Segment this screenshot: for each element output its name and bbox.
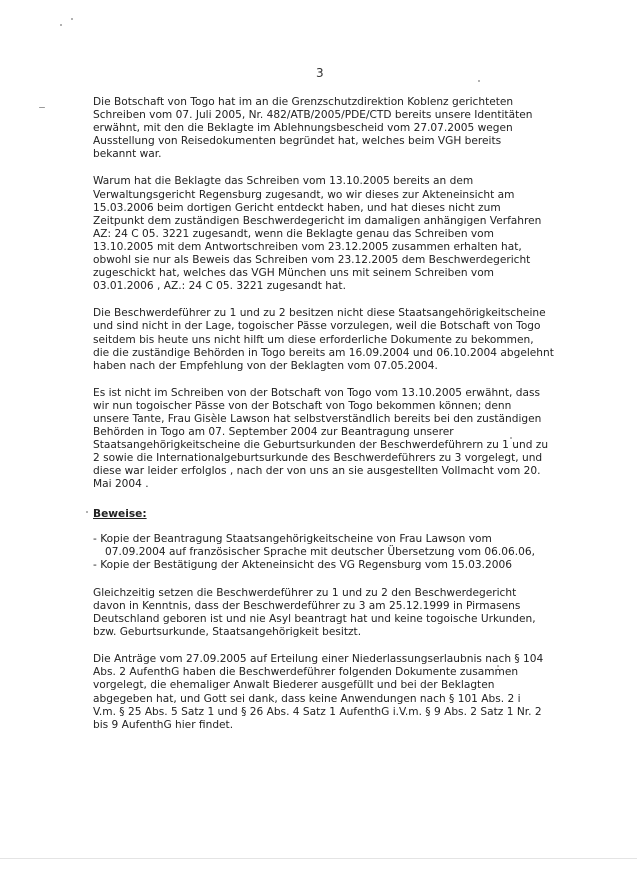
- paragraph-citizenship-certificates: [93, 307, 571, 372]
- text-line: bekannt war.: [93, 148, 162, 161]
- text-line: unsere Tante, Frau Gisèle Lawson hat selbstverständlich bereits bei den zuständigen: [93, 412, 542, 425]
- text-line: Mai 2004 .: [93, 478, 149, 491]
- evidence-item: [93, 533, 571, 559]
- paragraph-settlement-permit: [93, 653, 571, 732]
- text-line: - Kopie der Beantragung Staatsangehörigkeitscheine von Frau Lawson vom: [93, 532, 492, 545]
- scan-speck: [478, 80, 480, 82]
- text-line: 15.03.2006 beim dortigen Gericht entdeckt haben, und hat dieses nicht zum: [93, 201, 501, 214]
- text-line: erwähnt, mit den die Beklagte im Ablehnungsbescheid vom 27.07.2005 wegen: [93, 122, 513, 135]
- text-line: 13.10.2005 mit dem Antwortschreiben vom 23.12.2005 zusammen erhalten hat,: [93, 240, 522, 253]
- text-line: 07.09.2004 auf französischer Sprache mit deutscher Übersetzung vom 06.06.06,: [105, 545, 535, 558]
- letter-body: [93, 96, 571, 746]
- text-line: zugeschickt hat, welches das VGH München uns mit seinem Schreiben vom: [93, 267, 495, 280]
- text-line: Behörden in Togo am 07. September 2004 zur Beantragung unserer: [93, 426, 454, 439]
- text-line: 2 sowie die Internationalgeburtsurkunde des Beschwerdeführers zu 3 vorgelegt, und: [93, 452, 543, 465]
- text-line: und sind nicht in der Lage, togoischer Pässe vorzulegen, weil die Botschaft von Togo: [93, 320, 541, 333]
- text-line: Gleichzeitig setzen die Beschwerdeführer zu 1 und zu 2 den Beschwerdegericht: [93, 586, 517, 599]
- text-line: davon in Kenntnis, dass der Beschwerdeführer zu 3 am 25.12.1999 in Pirmasens: [93, 600, 521, 612]
- scan-speck: [60, 24, 62, 26]
- text-line: Zeitpunkt dem zuständigen Beschwerdegericht im damaligen anhängigen Verfahren: [93, 214, 542, 227]
- paragraph-passports: [93, 387, 571, 492]
- text-line: Es ist nicht im Schreiben von der Botschaft von Togo vom 13.10.2005 erwähnt, dass: [93, 386, 541, 399]
- paragraph-question-regensburg: [93, 175, 571, 293]
- evidence-heading: Beweise:: [93, 507, 147, 520]
- scan-speck: [86, 511, 88, 513]
- text-line: - Kopie der Bestätigung der Akteneinsicht des VG Regensburg vom 15.03.2006: [93, 558, 512, 571]
- text-line: vorgelegt, die ehemaliger Anwalt Biederer ausgefüllt und bei der Beklagten: [93, 679, 495, 692]
- text-line: 03.01.2006 , AZ.: 24 C 05. 3221 zugesandt hat.: [93, 280, 346, 293]
- text-line: bzw. Geburtsurkunde, Staatsangehörigkeit besitzt.: [93, 626, 362, 639]
- scan-speck: [39, 107, 45, 108]
- evidence-item: [93, 559, 571, 572]
- text-line: Abs. 2 AufenthG haben die Beschwerdeführer folgenden Dokumente zusammen: [93, 666, 519, 679]
- text-line: abgegeben hat, und Gott sei dank, dass keine Anwendungen nach § 101 Abs. 2 i: [93, 692, 521, 705]
- paragraph-third-complainant: [93, 587, 571, 639]
- paragraph-embassy-letter: [93, 96, 571, 161]
- text-line: AZ: 24 C 05. 3221 zugesandt, wenn die Beklagte genau das Schreiben vom: [93, 227, 494, 240]
- text-line: bis 9 AufenthG hier findet.: [93, 718, 234, 731]
- text-line: wir nun togoischer Pässe von der Botschaft von Togo bekommen können; denn: [93, 399, 512, 412]
- evidence-list: [93, 533, 571, 572]
- page-number: 3: [316, 66, 324, 80]
- text-line: Die Anträge vom 27.09.2005 auf Erteilung einer Niederlassungserlaubnis nach § 104: [93, 653, 544, 666]
- text-line: obwohl sie nur als Beweis das Schreiben vom 23.12.2005 dem Beschwerdegericht: [93, 254, 531, 267]
- text-line: haben nach der Empfehlung von der Beklagten vom 07.05.2004.: [93, 359, 438, 372]
- text-line: Ausstellung von Reisedokumenten begründet hat, welches beim VGH bereits: [93, 135, 502, 148]
- text-line: Die Botschaft von Togo hat im an die Grenzschutzdirektion Koblenz gerichteten: [93, 96, 514, 108]
- scan-speck: [71, 18, 73, 20]
- text-line: seitdem bis heute uns nicht hilft um diese erforderliche Dokumente zu bekommen,: [93, 333, 534, 346]
- text-line: V.m. § 25 Abs. 5 Satz 1 und § 26 Abs. 4 Satz 1 AufenthG i.V.m. § 9 Abs. 2 Satz 1 Nr. 2: [93, 705, 542, 718]
- text-line: diese war leider erfolglos , nach der von uns an sie ausgestellten Vollmacht vom 20.: [93, 465, 541, 478]
- text-line: Staatsangehörigkeitscheine die Geburtsurkunden der Beschwerdeführern zu 1 und zu: [93, 439, 549, 452]
- text-line: Schreiben vom 07. Juli 2005, Nr. 482/ATB/2005/PDE/CTD bereits unsere Identitäten: [93, 109, 533, 122]
- text-line: Die Beschwerdeführer zu 1 und zu 2 besitzen nicht diese Staatsangehörigkeitscheine: [93, 307, 546, 320]
- text-line: Deutschland geboren ist und nie Asyl beantragt hat und keine togoische Urkunden,: [93, 613, 536, 626]
- text-line: Verwaltungsgericht Regensburg zugesandt, wo wir dieses zur Akteneinsicht am: [93, 188, 515, 201]
- text-line: die die zuständige Behörden in Togo bereits am 16.09.2004 und 06.10.2004 abgelehnt: [93, 346, 554, 359]
- scan-edge: [0, 858, 637, 859]
- text-line: Warum hat die Beklagte das Schreiben vom 13.10.2005 bereits an dem: [93, 175, 474, 188]
